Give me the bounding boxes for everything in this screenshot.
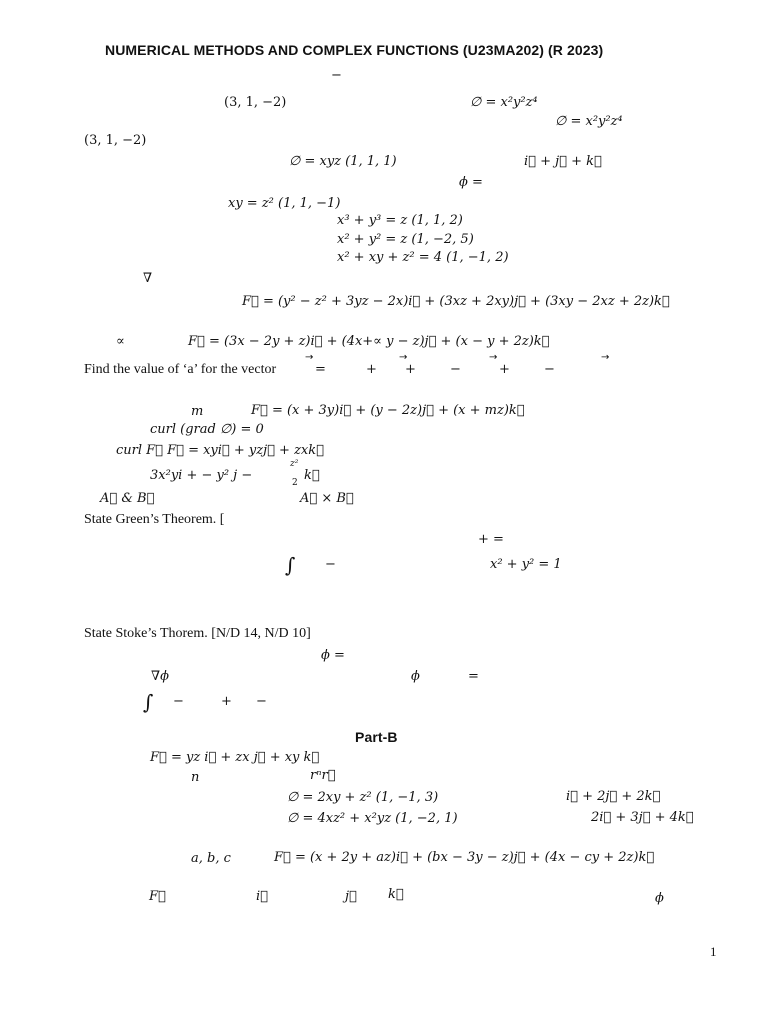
math-symbol: = (315, 362, 326, 377)
arrow-symbol: → (489, 352, 498, 363)
fraction-denominator: 2 (292, 478, 298, 488)
direction-vector: i⃗ + j⃗ + k⃗ (524, 154, 602, 169)
arrow-symbol: → (601, 352, 610, 363)
surface-equation: x² + y² = z (1, −2, 5) (337, 232, 474, 247)
math-symbol: − (544, 362, 555, 377)
math-symbol: ϕ (411, 669, 420, 684)
math-expression: curl (grad ∅) = 0 (150, 422, 264, 437)
surface-equation: xy = z² (1, 1, −1) (228, 196, 341, 211)
math-symbol: m (191, 404, 204, 419)
scalar-function: ∅ = 2xy + z² (1, −1, 3) (287, 790, 439, 805)
integral-symbol: ∫ (285, 553, 296, 577)
math-symbol: − (450, 362, 461, 377)
math-symbol: − (173, 694, 184, 709)
math-expression: ϕ = (459, 175, 483, 190)
math-symbol: ∝ (116, 334, 125, 349)
math-expression: ∅ = xyz (1, 1, 1) (289, 154, 397, 169)
question-text: State Green’s Theorem. [ (84, 512, 225, 527)
vector-field: curl F⃗ F⃗ = xyi⃗ + yzj⃗ + zxk⃗ (116, 443, 324, 458)
arrow-symbol: → (305, 352, 314, 363)
section-heading: Part-B (355, 729, 398, 745)
surface-equation: x³ + y³ = z (1, 1, 2) (337, 213, 463, 228)
math-symbol: − (256, 694, 267, 709)
math-symbol: + (499, 362, 510, 377)
scalar-function: ∅ = 4xz² + x²yz (1, −2, 1) (287, 811, 458, 826)
point-coordinates: (3, 1, −2) (224, 95, 287, 110)
direction-vector: i⃗ + 2j⃗ + 2k⃗ (566, 789, 661, 804)
question-text: Find the value of ‘a’ for the vector (84, 362, 277, 377)
vector-expression: rⁿr⃗ (310, 768, 336, 783)
circle-equation: x² + y² = 1 (490, 557, 562, 572)
fraction-numerator: z² (290, 459, 299, 469)
surface-equation: x² + xy + z² = 4 (1, −1, 2) (337, 250, 509, 265)
math-symbol: + (221, 694, 232, 709)
question-text: State Stoke’s Thorem. [N/D 14, N/D 10] (84, 626, 311, 641)
vector-field: F⃗ = (x + 2y + az)i⃗ + (bx − 3y − z)j⃗ + (4x − cy + 2z)k⃗ (274, 850, 655, 865)
point-coordinates: (3, 1, −2) (84, 133, 147, 148)
scalar-function: ∅ = x²y²z⁴ (470, 95, 538, 110)
gradient-expression: ∇ϕ (151, 669, 169, 684)
vector-field: F⃗ = yz i⃗ + zx j⃗ + xy k⃗ (150, 750, 320, 765)
scalar-function: ∅ = x²y²z⁴ (555, 114, 623, 129)
math-symbol: n (191, 770, 200, 785)
unit-vector: k⃗ (304, 468, 320, 483)
document-title: NUMERICAL METHODS AND COMPLEX FUNCTIONS (U23MA202) (R 2023) (105, 42, 604, 58)
text-fragment: − (331, 68, 342, 83)
math-symbol: + (405, 362, 416, 377)
cross-product: A⃗ × B⃗ (300, 491, 354, 506)
unit-vector: j⃗ (345, 889, 357, 904)
math-symbol: = (468, 669, 479, 684)
vector-field: 3x²yi + − y² j − (150, 468, 253, 483)
direction-vector: 2i⃗ + 3j⃗ + 4k⃗ (591, 810, 694, 825)
math-symbol: + (366, 362, 377, 377)
integral-symbol: ∫ (143, 690, 154, 714)
math-symbol: ϕ (655, 891, 664, 906)
nabla-symbol: ∇ (143, 271, 153, 286)
vector-symbol: F⃗ (149, 889, 166, 904)
math-expression: ϕ = (321, 648, 345, 663)
vector-field: F⃗ = (3x − 2y + z)i⃗ + (4x+∝ y − z)j⃗ + (x − y + 2z)k⃗ (188, 334, 550, 349)
unit-vector: k⃗ (388, 887, 404, 902)
page-number: 1 (710, 944, 717, 959)
vector-pair: A⃗ & B⃗ (100, 491, 155, 506)
vector-field: F⃗ = (x + 3y)i⃗ + (y − 2z)j⃗ + (x + mz)k⃗ (251, 403, 525, 418)
constants-list: a, b, c (191, 851, 231, 866)
math-symbol: − (325, 557, 336, 572)
math-symbol: + = (478, 532, 504, 547)
vector-field: F⃗ = (y² − z² + 3yz − 2x)i⃗ + (3xz + 2xy)j⃗ + (3xy − 2xz + 2z)k⃗ (242, 294, 670, 309)
arrow-symbol: → (399, 352, 408, 363)
unit-vector: i⃗ (256, 889, 268, 904)
